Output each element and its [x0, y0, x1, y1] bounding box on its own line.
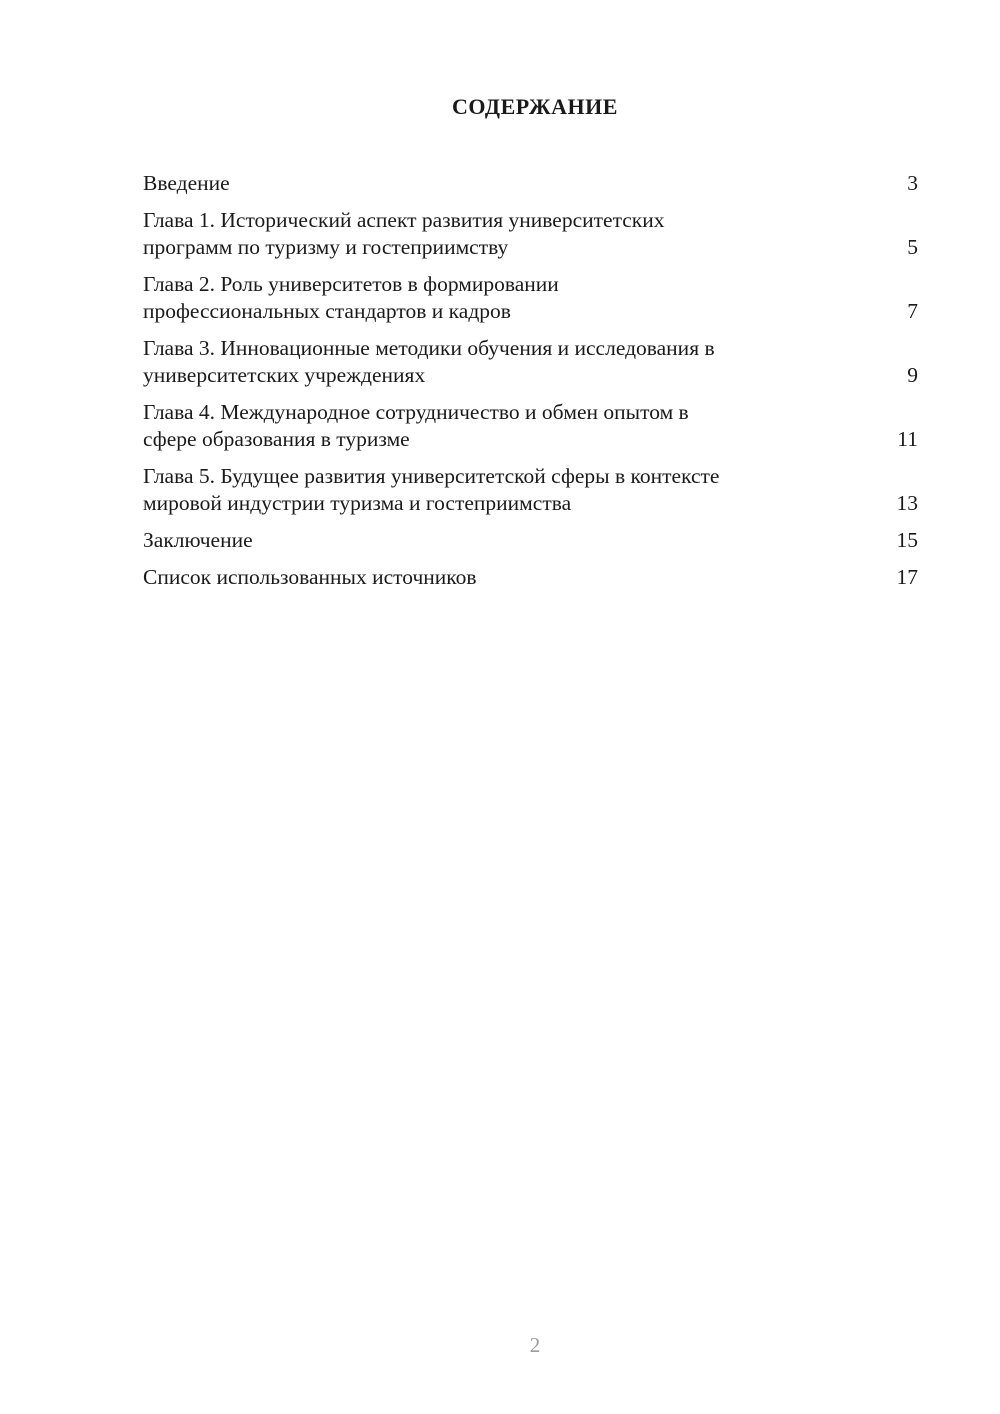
toc-entry-references[interactable]	[143, 564, 918, 591]
toc-entry-chapter-4[interactable]	[143, 399, 918, 453]
toc-entry-page: 13	[896, 491, 918, 515]
toc-entry-label: Список использованных источников	[143, 565, 477, 589]
toc-entry-label: Глава 4. Международное сотрудничество и обмен опытом в сфере образования в туризме	[143, 400, 689, 451]
toc-entry-page: 9	[907, 363, 918, 387]
toc-entry-chapter-5[interactable]	[143, 463, 918, 517]
toc-entry-chapter-2[interactable]	[143, 271, 918, 325]
toc-entry-label: Глава 2. Роль университетов в формировании профессиональных стандартов и кадров	[143, 272, 559, 323]
table-of-contents	[143, 170, 918, 601]
toc-entry-page: 11	[897, 427, 918, 451]
toc-entry-page: 7	[907, 299, 918, 323]
toc-entry-page: 17	[896, 565, 918, 589]
toc-entry-conclusion[interactable]	[143, 527, 918, 554]
toc-entry-page: 15	[896, 528, 918, 552]
toc-entry-introduction[interactable]	[143, 170, 918, 197]
page-number: 2	[529, 1333, 541, 1357]
toc-entry-page: 3	[907, 171, 918, 195]
page-title: СОДЕРЖАНИЕ	[452, 94, 618, 119]
toc-entry-chapter-1[interactable]	[143, 207, 918, 261]
toc-entry-label: Глава 5. Будущее развития университетской сферы в контексте мировой индустрии туризма и гостеприимства	[143, 464, 720, 515]
toc-entry-label: Глава 1. Исторический аспект развития университетских программ по туризму и гостеприимству	[143, 208, 665, 259]
toc-entry-label: Глава 3. Инновационные методики обучения и исследования в университетских учреждениях	[143, 336, 715, 387]
toc-entry-chapter-3[interactable]	[143, 335, 918, 389]
toc-entry-label: Заключение	[143, 528, 253, 552]
toc-entry-label: Введение	[143, 171, 230, 195]
toc-entry-page: 5	[907, 235, 918, 259]
